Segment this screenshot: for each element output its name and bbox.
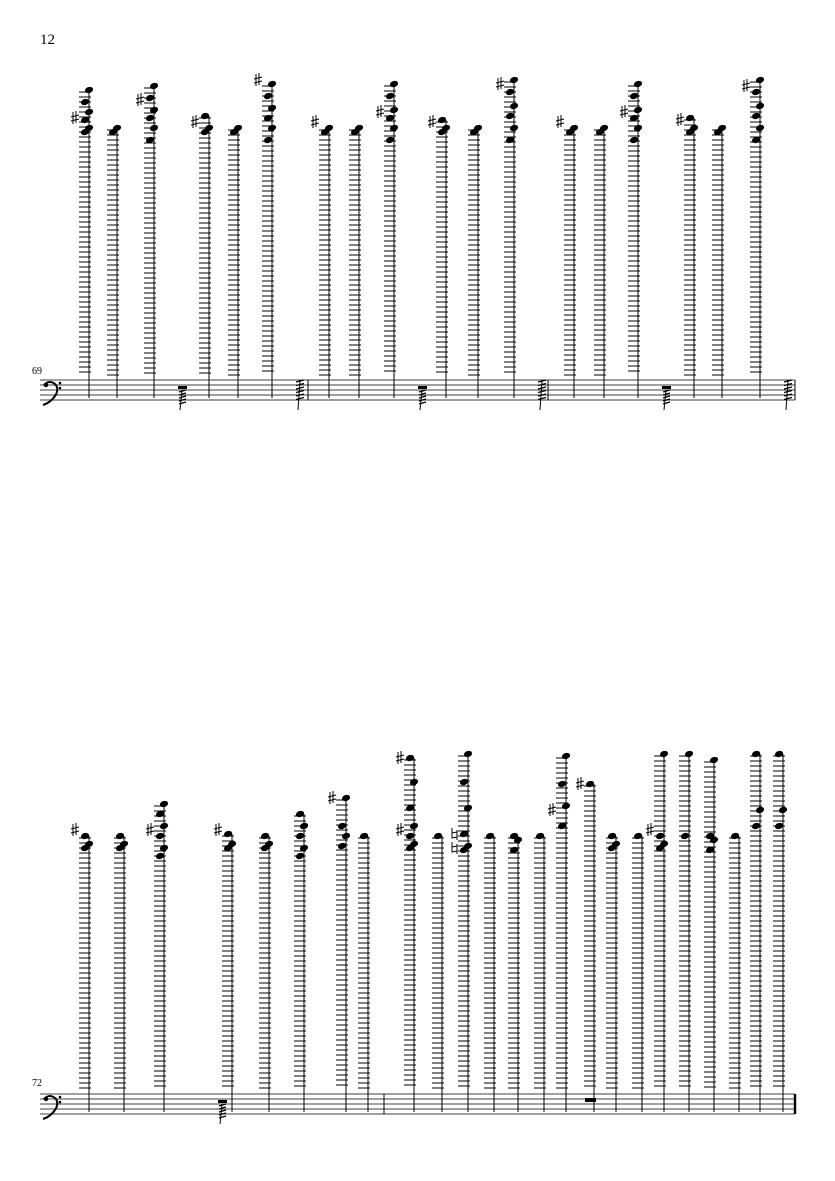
note-head bbox=[405, 754, 415, 763]
bass-clef-dot bbox=[59, 387, 62, 390]
sharp-sign bbox=[328, 791, 336, 804]
note-head bbox=[115, 832, 125, 841]
rest bbox=[178, 386, 187, 389]
sharp-sign bbox=[496, 77, 504, 90]
tremolo-slash bbox=[179, 396, 186, 398]
note-head bbox=[751, 112, 761, 121]
note-head bbox=[405, 832, 415, 841]
tremolo-slash bbox=[784, 391, 792, 393]
note-head bbox=[607, 832, 617, 841]
natural-sign bbox=[452, 842, 457, 854]
sharp-sign bbox=[376, 105, 384, 118]
tremolo-slash bbox=[419, 402, 426, 404]
sharp-sign bbox=[556, 115, 564, 128]
note-head bbox=[680, 832, 690, 841]
note-head bbox=[295, 852, 305, 861]
note-head bbox=[505, 88, 515, 97]
sharp-sign bbox=[742, 79, 750, 92]
tremolo-slash bbox=[296, 398, 304, 400]
note-head bbox=[263, 92, 273, 101]
note-head bbox=[437, 116, 447, 125]
note-head bbox=[505, 112, 515, 121]
note-head bbox=[730, 832, 740, 841]
sharp-sign bbox=[396, 823, 404, 836]
sharp-sign bbox=[254, 73, 262, 86]
note-head bbox=[337, 842, 347, 851]
note-head bbox=[263, 136, 273, 145]
tremolo-slash bbox=[663, 402, 670, 404]
tremolo-slash bbox=[219, 1116, 226, 1118]
rest bbox=[585, 1098, 596, 1102]
tremolo-slash bbox=[784, 398, 792, 400]
note-head bbox=[685, 114, 695, 123]
staff-system-1 bbox=[40, 73, 795, 410]
tremolo-slash bbox=[538, 398, 546, 400]
note-head bbox=[155, 852, 165, 861]
sharp-sign bbox=[71, 111, 79, 124]
sharp-sign bbox=[146, 823, 154, 836]
note-head bbox=[751, 822, 761, 831]
tremolo-slash bbox=[784, 394, 792, 396]
note-head bbox=[557, 780, 567, 789]
note-head bbox=[751, 88, 761, 97]
note-head bbox=[385, 92, 395, 101]
tremolo-slash bbox=[538, 394, 546, 396]
note-head bbox=[359, 832, 369, 841]
note-head bbox=[80, 832, 90, 841]
sharp-sign bbox=[576, 777, 584, 790]
note-head bbox=[80, 98, 90, 107]
note-head bbox=[485, 832, 495, 841]
note-head bbox=[629, 136, 639, 145]
note-head bbox=[774, 822, 784, 831]
note-head bbox=[260, 832, 270, 841]
note-head bbox=[145, 94, 155, 103]
note-head bbox=[585, 780, 595, 789]
tremolo-slash bbox=[179, 402, 186, 404]
bass-clef-dot bbox=[59, 1101, 62, 1104]
tremolo-slash bbox=[663, 396, 670, 398]
rest bbox=[662, 386, 671, 389]
staff-system-2 bbox=[40, 750, 795, 1124]
note-head bbox=[337, 822, 347, 831]
tremolo-slash bbox=[419, 396, 426, 398]
sharp-sign bbox=[428, 115, 436, 128]
sharp-sign bbox=[71, 823, 79, 836]
tremolo-slash bbox=[296, 391, 304, 393]
sharp-sign bbox=[191, 115, 199, 128]
sharp-sign bbox=[214, 823, 222, 836]
sharp-sign bbox=[646, 823, 654, 836]
bass-clef-dot bbox=[44, 1097, 48, 1101]
note-head bbox=[223, 830, 233, 839]
sharp-sign bbox=[620, 105, 628, 118]
note-head bbox=[459, 778, 469, 787]
sharp-sign bbox=[548, 803, 556, 816]
bass-clef-dot bbox=[59, 382, 62, 385]
note-head bbox=[751, 750, 761, 759]
tremolo-slash bbox=[538, 391, 546, 393]
rest bbox=[218, 1100, 227, 1103]
note-head bbox=[629, 92, 639, 101]
measure-number-system-1: 69 bbox=[32, 366, 42, 377]
natural-sign bbox=[452, 828, 457, 840]
tremolo-slash bbox=[219, 1110, 226, 1112]
note-head bbox=[200, 112, 210, 121]
note-head bbox=[295, 832, 305, 841]
rest bbox=[418, 386, 427, 389]
sharp-sign bbox=[311, 115, 319, 128]
note-head bbox=[633, 832, 643, 841]
note-head bbox=[655, 832, 665, 841]
note-head bbox=[433, 832, 443, 841]
bass-clef-dot bbox=[59, 1096, 62, 1099]
sharp-sign bbox=[136, 93, 144, 106]
tremolo-slash bbox=[296, 394, 304, 396]
note-head bbox=[774, 750, 784, 759]
note-head bbox=[535, 832, 545, 841]
page-number: 12 bbox=[40, 32, 55, 48]
note-head bbox=[145, 114, 155, 123]
note-head bbox=[385, 136, 395, 145]
sharp-sign bbox=[396, 751, 404, 764]
measure-number-system-2: 72 bbox=[32, 1078, 42, 1089]
sharp-sign bbox=[676, 113, 684, 126]
note-head bbox=[155, 832, 165, 841]
bass-clef-dot bbox=[44, 383, 48, 387]
note-head bbox=[295, 810, 305, 819]
